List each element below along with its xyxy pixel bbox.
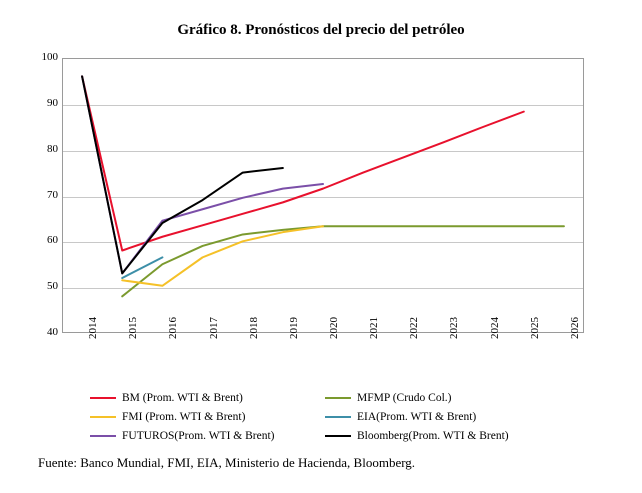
legend-swatch <box>325 435 351 437</box>
chart-legend <box>90 388 560 445</box>
x-tick-label: 2020 <box>328 317 340 339</box>
series-line <box>122 257 162 278</box>
legend-swatch <box>325 416 351 418</box>
legend-label: FMI (Prom. WTI & Brent) <box>122 410 246 423</box>
legend-swatch <box>90 435 116 437</box>
x-tick-label: 2021 <box>368 317 381 339</box>
x-tick-label: 2018 <box>247 317 260 339</box>
y-tick-label: 70 <box>47 188 58 201</box>
series-line <box>82 76 323 273</box>
x-tick-label: 2015 <box>127 317 140 339</box>
x-tick-label: 2025 <box>528 317 541 339</box>
y-tick-label: 100 <box>41 51 58 63</box>
x-tick-label: 2024 <box>488 317 501 339</box>
legend-swatch <box>90 397 116 399</box>
y-tick-label: 50 <box>47 280 58 293</box>
x-tick-label: 2023 <box>448 317 461 339</box>
x-tick-label: 2014 <box>87 317 100 339</box>
source-note: Fuente: Banco Mundial, FMI, EIA, Ministerio de Hacienda, Bloomberg. <box>38 455 416 470</box>
series-line <box>122 226 564 296</box>
series-line <box>82 76 524 250</box>
page-title: Gráfico 8. Pronósticos del precio del petróleo <box>177 22 465 38</box>
legend-item <box>325 388 560 407</box>
legend-label: Bloomberg(Prom. WTI & Brent) <box>357 429 509 442</box>
legend-label: FUTUROS(Prom. WTI & Brent) <box>122 429 275 442</box>
series-line <box>82 76 283 273</box>
y-tick-label: 40 <box>47 326 58 338</box>
legend-swatch <box>90 416 116 418</box>
legend-label: BM (Prom. WTI & Brent) <box>122 391 243 404</box>
x-tick-label: 2022 <box>408 317 421 339</box>
x-tick-label: 2016 <box>167 317 180 339</box>
legend-item <box>90 426 325 445</box>
x-tick-label: 2017 <box>207 317 220 339</box>
legend-item <box>325 426 560 445</box>
legend-item <box>90 388 325 407</box>
y-tick-label: 90 <box>47 96 58 109</box>
series-layer <box>62 58 584 333</box>
legend-item <box>325 407 560 426</box>
legend-label: EIA(Prom. WTI & Brent) <box>357 410 477 423</box>
legend-item <box>90 407 325 426</box>
legend-label: MFMP (Crudo Col.) <box>357 391 452 404</box>
y-tick-label: 60 <box>47 234 58 247</box>
legend-swatch <box>325 397 351 399</box>
plot-wrapper <box>62 58 584 333</box>
x-tick-label: 2019 <box>287 317 300 339</box>
y-tick-label: 80 <box>47 142 58 155</box>
x-tick-label: 2026 <box>568 317 581 339</box>
